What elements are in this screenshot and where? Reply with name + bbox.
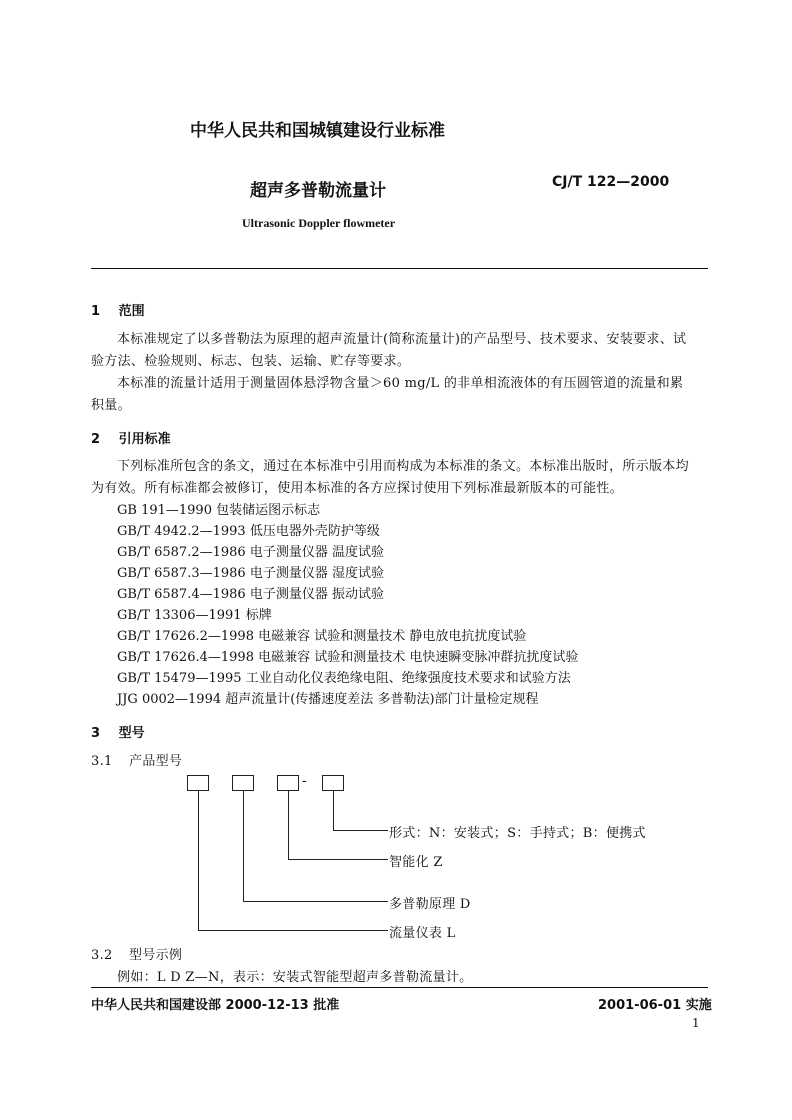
connector-flow-horizontal (198, 930, 388, 931)
reference-item: GB/T 6587.3—1986 电子测量仪器 湿度试验 (117, 566, 384, 581)
footer-rule (91, 987, 708, 988)
reference-item: GB/T 6587.4—1986 电子测量仪器 振动试验 (117, 587, 384, 602)
header-rule (91, 268, 708, 269)
label-smart: 智能化 Z (389, 855, 443, 870)
subsection-3-1-title: 产品型号 (129, 754, 183, 769)
connector-form-vertical (333, 791, 334, 830)
standard-title-en: Ultrasonic Doppler flowmeter (242, 216, 396, 230)
page-number: 1 (692, 1016, 700, 1030)
reference-item: GB/T 17626.4—1998 电磁兼容 试验和测量技术 电快速瞬变脉冲群抗扰度试验 (117, 650, 579, 665)
connector-form-horizontal (333, 830, 388, 831)
section-2-title: 引用标准 (118, 432, 171, 447)
model-box-flow (187, 775, 209, 791)
section-3-number: 3 (91, 726, 101, 741)
section-1-title: 范围 (118, 304, 145, 319)
section-3-title: 型号 (118, 726, 145, 741)
subsection-3-2-title: 型号示例 (129, 948, 183, 963)
connector-smart-vertical (288, 791, 289, 859)
model-box-doppler (232, 775, 254, 791)
label-form: 形式：N：安装式；S：手持式；B：便携式 (389, 826, 646, 841)
s2-para-line2: 为有效。所有标准都会被修订，使用本标准的各方应探讨使用下列标准最新版本的可能性。 (91, 481, 624, 496)
s1-para1-line1: 本标准规定了以多普勒法为原理的超声流量计(简称流量计)的产品型号、技术要求、安装要求、试 (117, 332, 687, 347)
implementation-date: 2001-06-01 (598, 998, 682, 1013)
s1-para1-line2: 验方法、检验规则、标志、包装、运输、贮存等要求。 (91, 354, 411, 369)
section-2-heading (91, 428, 171, 447)
subsection-3-1 (91, 750, 182, 769)
model-box-smart (277, 775, 299, 791)
reference-item: GB/T 15479—1995 工业自动化仪表绝缘电阻、绝缘强度技术要求和试验方法 (117, 671, 571, 686)
connector-smart-horizontal (288, 859, 388, 860)
reference-item: GB/T 4942.2—1993 低压电器外壳防护等级 (117, 524, 380, 539)
subsection-3-1-number: 3.1 (91, 754, 113, 769)
standard-title-cn: 超声多普勒流量计 (250, 181, 386, 201)
connector-flow-vertical (198, 791, 199, 930)
standard-code: CJ/T 122—2000 (552, 174, 670, 190)
implementation-line (598, 994, 712, 1013)
subsection-3-2-number: 3.2 (91, 948, 113, 963)
label-doppler: 多普勒原理 D (389, 897, 471, 912)
approval-line: 中华人民共和国建设部 2000-12-13 批准 (91, 998, 340, 1013)
s1-para2-line1: 本标准的流量计适用于测量固体悬浮物含量＞60 mg/L 的非单相流液体的有压圆管道的流量和累 (117, 376, 684, 391)
connector-doppler-vertical (243, 791, 244, 901)
section-1-number: 1 (91, 304, 101, 319)
s2-para-line1: 下列标准所包含的条文，通过在本标准中引用而构成为本标准的条文。本标准出版时，所示版本均 (117, 459, 689, 474)
s1-para2-line2: 积量。 (91, 398, 131, 413)
model-example: 例如：L D Z—N，表示：安装式智能型超声多普勒流量计。 (117, 970, 473, 985)
issuer-title: 中华人民共和国城镇建设行业标准 (190, 121, 445, 141)
connector-doppler-horizontal (243, 901, 388, 902)
model-dash: - (302, 773, 307, 789)
section-1-heading (91, 300, 145, 319)
label-flow: 流量仪表 L (389, 926, 456, 941)
model-box-form (322, 775, 344, 791)
reference-item: GB/T 13306—1991 标牌 (117, 608, 272, 623)
reference-item: JJG 0002—1994 超声流量计(传播速度差法 多普勒法)部门计量检定规程 (117, 692, 539, 707)
subsection-3-2 (91, 944, 182, 963)
section-2-number: 2 (91, 432, 101, 447)
implementation-word: 实施 (685, 998, 712, 1013)
reference-item: GB 191—1990 包装储运图示标志 (117, 503, 321, 518)
reference-item: GB/T 6587.2—1986 电子测量仪器 温度试验 (117, 545, 384, 560)
section-3-heading (91, 722, 145, 741)
reference-item: GB/T 17626.2—1998 电磁兼容 试验和测量技术 静电放电抗扰度试验 (117, 629, 527, 644)
